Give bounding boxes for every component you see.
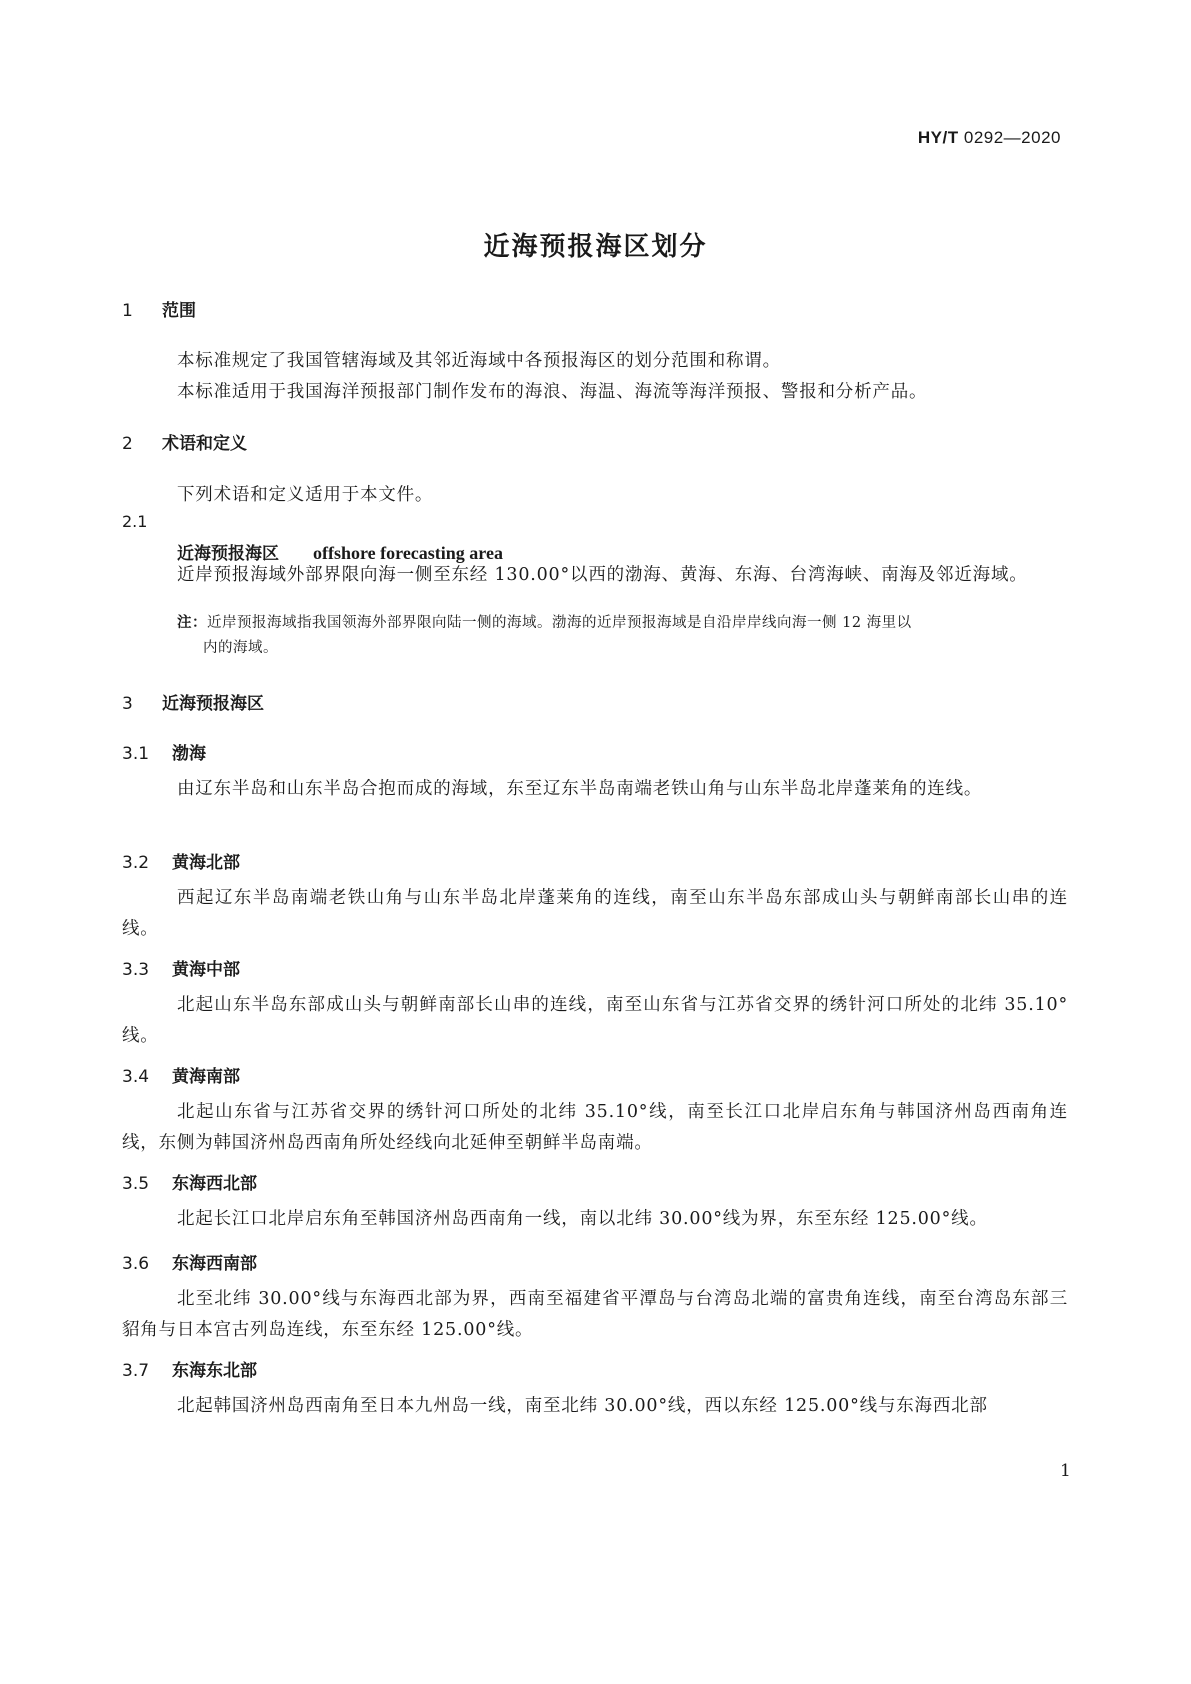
subsection-title: 黄海南部 xyxy=(172,1067,240,1087)
page-number: 1 xyxy=(1060,1461,1071,1481)
document-prefix: HY/T xyxy=(917,128,959,147)
subsection-number: 3.3 xyxy=(122,960,150,980)
subsection-title: 东海西北部 xyxy=(172,1174,257,1194)
term-definition: 近岸预报海域外部界限向海一侧至东经 130.00°以西的渤海、黄海、东海、台湾海峡、南海及邻近海域。 xyxy=(177,565,1028,585)
term-note xyxy=(177,611,1068,635)
subsection-number: 3.5 xyxy=(122,1174,150,1194)
document-code: 0292—2020 xyxy=(963,128,1061,147)
section-title: 范围 xyxy=(162,301,196,321)
subsection-number: 3.7 xyxy=(122,1361,150,1381)
subsection-title: 东海西南部 xyxy=(172,1254,257,1274)
section-number: 1 xyxy=(122,301,133,321)
subsection-title: 黄海中部 xyxy=(172,960,240,980)
subsection-text: 北起山东省与江苏省交界的绣针河口所处的北纬 35.10°线，南至长江口北岸启东角与韩国济州岛西南角连线，东侧为韩国济州岛西南角所处经线向北延伸至朝鲜半岛南端。 xyxy=(122,1102,1068,1153)
section-title: 术语和定义 xyxy=(162,434,247,454)
subsection-heading xyxy=(122,739,206,764)
subsection-heading xyxy=(122,1356,257,1381)
subsection-title: 东海东北部 xyxy=(172,1361,257,1381)
section-2-heading xyxy=(122,429,247,454)
subsection-number: 3.1 xyxy=(122,744,150,764)
scope-paragraph-2: 本标准适用于我国海洋预报部门制作发布的海浪、海温、海流等海洋预报、警报和分析产品。 xyxy=(177,382,928,402)
document-number xyxy=(918,128,1061,148)
subsection-heading xyxy=(122,1249,257,1274)
term-chinese: 近海预报海区 xyxy=(177,544,279,564)
term-number: 2.1 xyxy=(122,512,148,531)
subsection-number: 3.4 xyxy=(122,1067,150,1087)
subsection-title: 渤海 xyxy=(172,744,206,764)
section-1-heading xyxy=(122,296,196,321)
subsection-text: 北起长江口北岸启东角至韩国济州岛西南角一线，南以北纬 30.00°线为界，东至东经 125.00°线。 xyxy=(177,1209,988,1229)
subsection-text: 北起山东半岛东部成山头与朝鲜南部长山串的连线，南至山东省与江苏省交界的绣针河口所处的北纬 35.10°线。 xyxy=(122,995,1068,1046)
note-label: 注： xyxy=(177,615,207,631)
subsection-number: 3.6 xyxy=(122,1254,150,1274)
term-note-continuation: 内的海域。 xyxy=(203,640,278,656)
terms-intro: 下列术语和定义适用于本文件。 xyxy=(177,485,434,505)
subsection-heading xyxy=(122,848,240,873)
subsection-text: 由辽东半岛和山东半岛合抱而成的海域，东至辽东半岛南端老铁山角与山东半岛北岸蓬莱角的连线。 xyxy=(177,779,983,799)
subsection-text: 北至北纬 30.00°线与东海西北部为界，西南至福建省平潭岛与台湾岛北端的富贵角连线，南至台湾岛东部三貂角与日本宫古列岛连线，东至东经 125.00°线。 xyxy=(122,1289,1068,1340)
subsection-heading xyxy=(122,1169,257,1194)
subsection-title: 黄海北部 xyxy=(172,853,240,873)
section-3-heading xyxy=(122,689,264,714)
page-title: 近海预报海区划分 xyxy=(483,232,708,262)
section-number: 2 xyxy=(122,434,133,454)
section-title: 近海预报海区 xyxy=(162,694,264,714)
subsection-text: 北起韩国济州岛西南角至日本九州岛一线，南至北纬 30.00°线，西以东经 125.00°线与东海西北部 xyxy=(177,1396,988,1416)
subsection-heading xyxy=(122,1062,240,1087)
subsection-heading xyxy=(122,955,240,980)
term-english: offshore forecasting area xyxy=(313,543,503,563)
subsection-number: 3.2 xyxy=(122,853,150,873)
section-number: 3 xyxy=(122,694,133,714)
note-text: 近岸预报海域指我国领海外部界限向陆一侧的海域。渤海的近岸预报海域是自沿岸岸线向海一侧 12 海里以 xyxy=(207,615,912,631)
scope-paragraph-1: 本标准规定了我国管辖海域及其邻近海域中各预报海区的划分范围和称谓。 xyxy=(177,351,781,371)
subsection-text: 西起辽东半岛南端老铁山角与山东半岛北岸蓬莱角的连线，南至山东半岛东部成山头与朝鲜南部长山串的连线。 xyxy=(122,888,1068,939)
